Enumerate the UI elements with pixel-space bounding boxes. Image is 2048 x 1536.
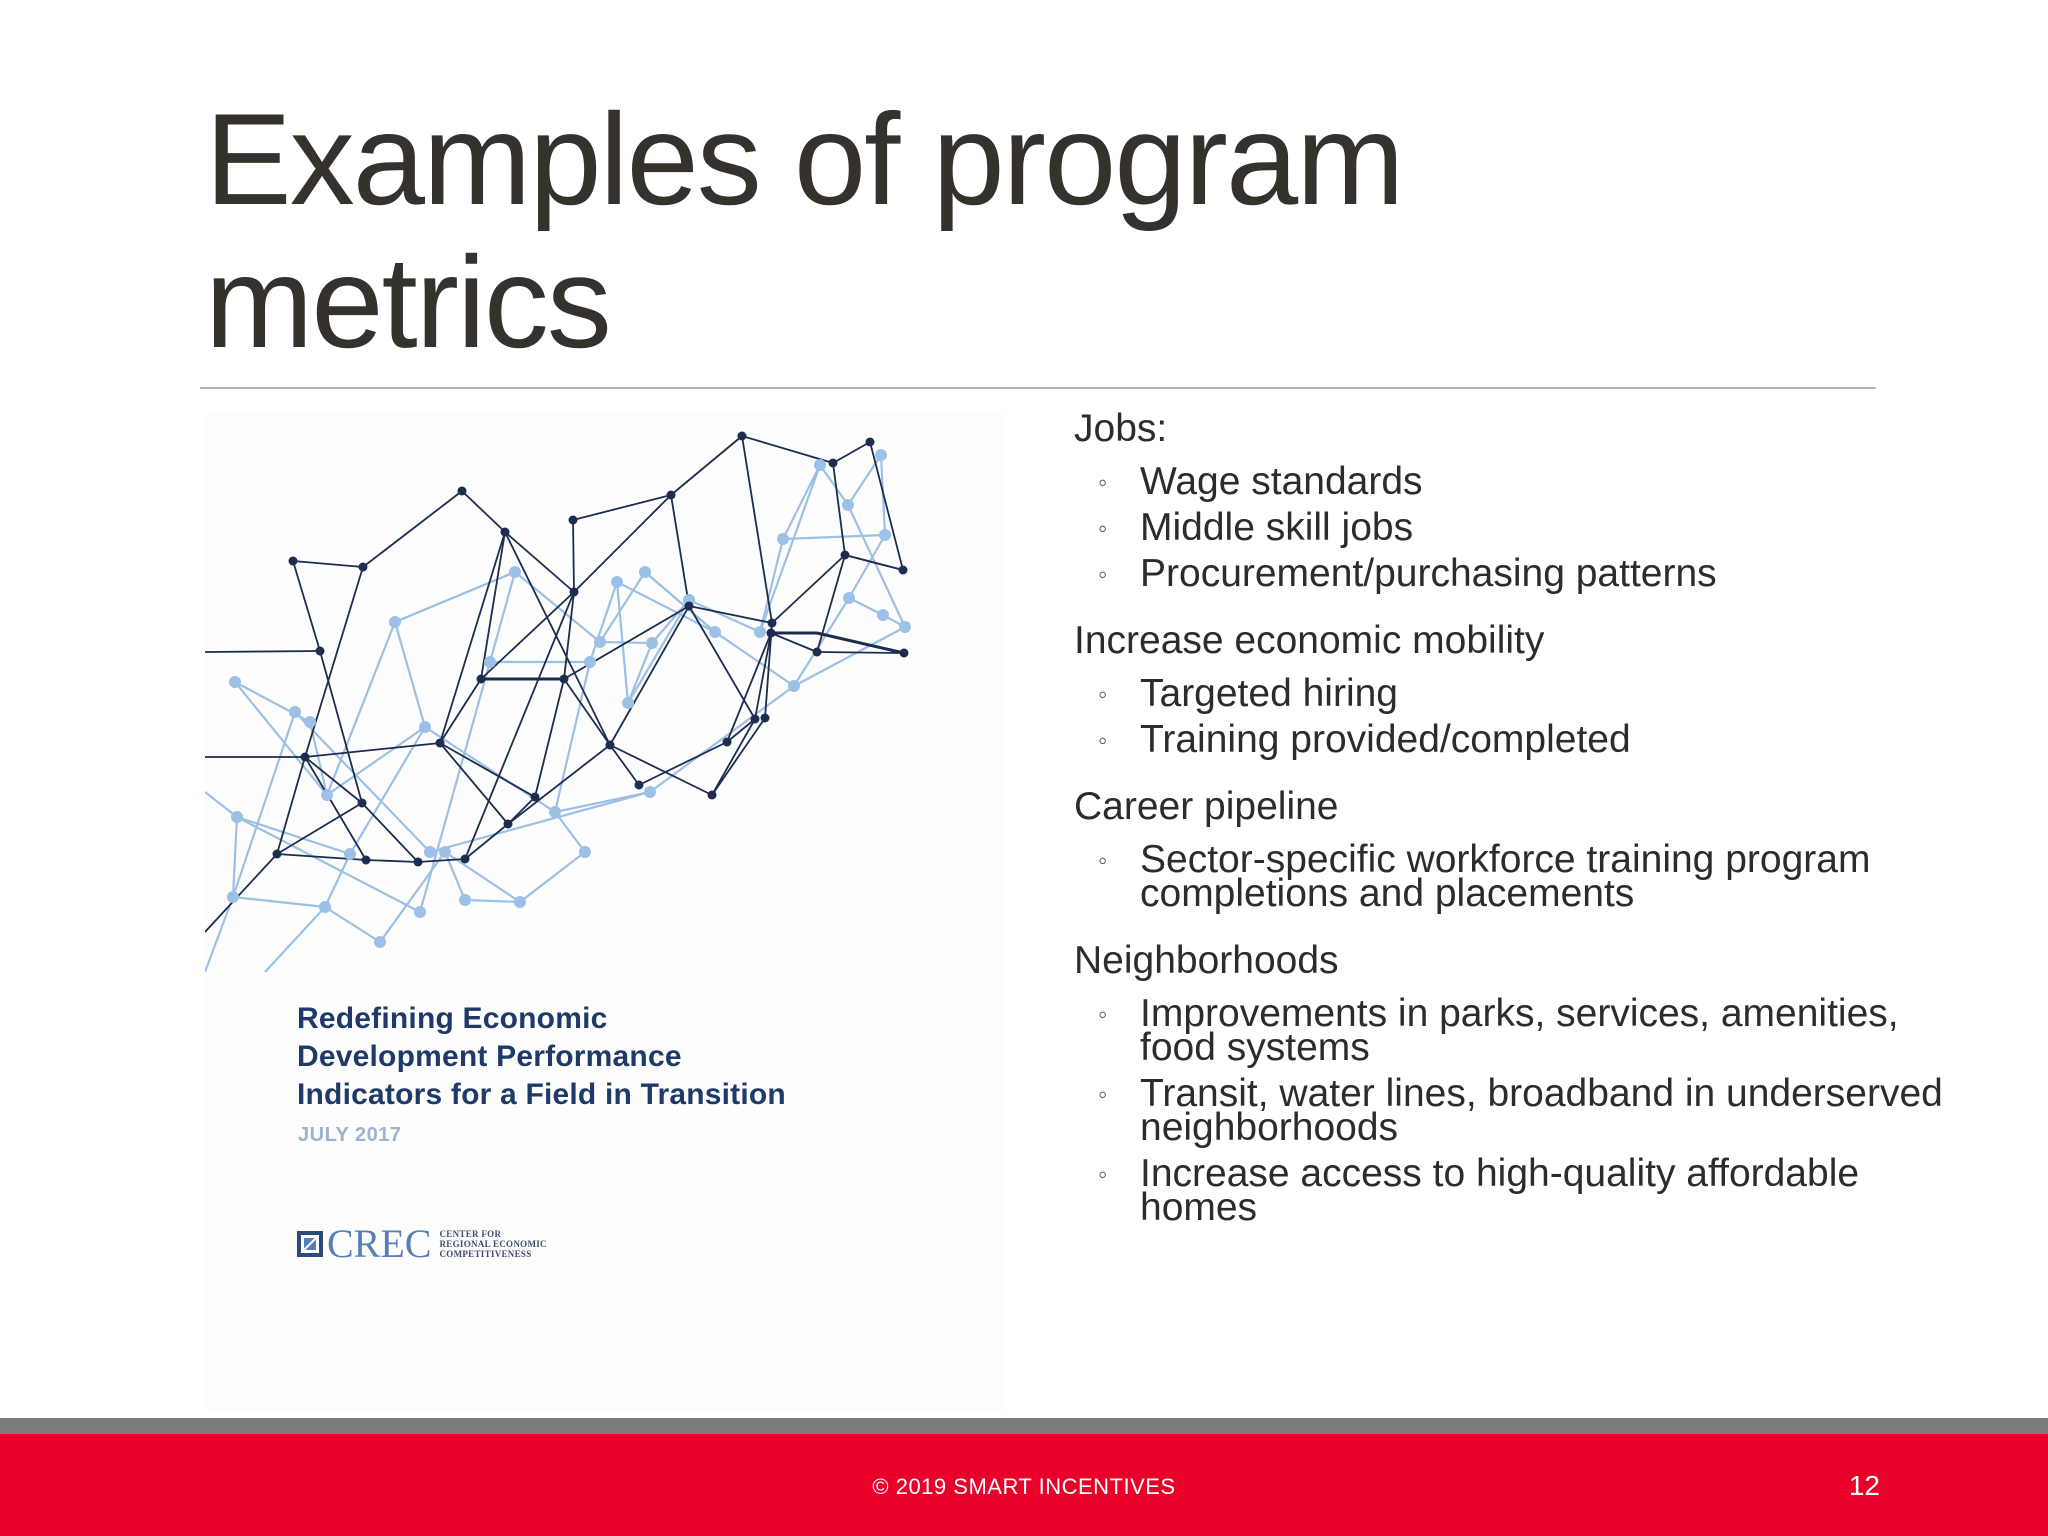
network-edge	[639, 742, 727, 785]
network-node	[531, 793, 540, 802]
network-edge	[440, 532, 505, 743]
network-edge	[508, 797, 535, 824]
list-item-text: Middle skill jobs	[1140, 506, 1414, 549]
network-node	[813, 648, 822, 657]
cover-date: JULY 2017	[298, 1124, 402, 1146]
network-edge	[848, 505, 905, 627]
cover-title-line-1: Redefining Economic	[297, 1002, 608, 1035]
network-node	[708, 791, 717, 800]
network-edge	[712, 718, 765, 795]
network-node	[424, 846, 436, 858]
network-node	[304, 716, 316, 728]
network-edge	[325, 907, 380, 942]
section-jobs	[1074, 405, 1944, 595]
network-edge	[320, 651, 362, 803]
network-node	[900, 649, 909, 658]
network-node	[777, 533, 789, 545]
bullet-icon: ◦	[1098, 513, 1108, 543]
network-node	[227, 891, 239, 903]
network-node	[461, 855, 470, 864]
network-node	[362, 856, 371, 865]
network-node	[754, 626, 766, 638]
network-node	[316, 647, 325, 656]
network-edge	[363, 491, 462, 567]
bullet-icon: ◦	[1098, 559, 1108, 589]
network-node	[484, 656, 496, 668]
slide-title-line-2: metrics	[205, 229, 610, 375]
network-edge	[564, 679, 610, 745]
network-edge	[440, 679, 481, 743]
network-node	[843, 592, 855, 604]
network-node	[501, 528, 510, 537]
section-heading: Career pipeline	[1074, 785, 1339, 828]
network-edge	[490, 572, 515, 662]
bullet-icon: ◦	[1098, 725, 1108, 755]
cover-title-line-2: Development Performance	[297, 1040, 682, 1073]
network-node	[289, 706, 301, 718]
list-item	[1074, 460, 1944, 503]
list-item-text: Sector-specific workforce training program completions and placements	[1140, 838, 1871, 915]
network-node	[509, 566, 521, 578]
network-edge	[535, 679, 564, 797]
network-edge	[205, 792, 237, 817]
network-node	[829, 459, 838, 468]
network-node	[594, 636, 606, 648]
network-node	[875, 449, 887, 461]
network-node	[273, 850, 282, 859]
report-cover-image	[205, 412, 1005, 1412]
network-edge	[671, 436, 742, 495]
network-node	[569, 516, 578, 525]
network-node	[709, 626, 721, 638]
network-node	[570, 588, 579, 597]
network-edge	[293, 561, 363, 567]
network-node	[477, 675, 486, 684]
network-edge	[783, 535, 885, 539]
network-edge	[205, 897, 233, 972]
network-edge	[481, 592, 574, 679]
network-node	[436, 739, 445, 748]
network-edge	[689, 600, 760, 632]
network-edge	[305, 743, 440, 757]
network-node	[768, 619, 777, 628]
network-node	[374, 936, 386, 948]
network-node	[899, 621, 911, 633]
network-edge	[610, 745, 712, 795]
network-node	[841, 551, 850, 560]
network-node	[419, 721, 431, 733]
network-node	[646, 637, 658, 649]
network-edge	[205, 854, 277, 932]
network-edge	[727, 633, 771, 742]
crec-logo	[297, 1221, 547, 1266]
network-edge	[327, 622, 395, 795]
network-edge	[794, 598, 849, 686]
network-edge	[233, 897, 325, 907]
network-edge	[610, 745, 639, 785]
network-node	[899, 566, 908, 575]
network-edge	[440, 743, 508, 824]
network-edge	[573, 495, 671, 520]
network-edge	[505, 532, 574, 592]
network-edge	[465, 592, 574, 859]
network-node	[877, 609, 889, 621]
network-node	[414, 858, 423, 867]
list-item-text: Increase access to high-quality affordable homes	[1140, 1152, 1860, 1229]
network-node	[344, 848, 356, 860]
network-node	[231, 811, 243, 823]
network-node	[504, 820, 513, 829]
bullet-icon: ◦	[1098, 845, 1108, 875]
network-node	[414, 906, 426, 918]
network-node	[866, 438, 875, 447]
bullet-icon: ◦	[1098, 467, 1108, 497]
page-number: 12	[1848, 1470, 1880, 1501]
network-edge	[574, 495, 671, 592]
network-node	[458, 487, 467, 496]
network-graphic	[205, 412, 925, 972]
section-neighborhoods	[1074, 937, 1944, 1229]
network-node	[358, 799, 367, 808]
network-edge	[652, 600, 689, 643]
cover-title	[297, 1000, 997, 1114]
network-node	[879, 529, 891, 541]
network-edge	[771, 633, 817, 652]
network-node	[584, 656, 596, 668]
network-node	[622, 697, 634, 709]
list-item	[1074, 838, 1944, 915]
network-edge	[794, 627, 905, 686]
network-edge	[205, 651, 320, 652]
network-edge	[671, 495, 689, 606]
network-edge	[265, 907, 325, 972]
network-node	[761, 714, 770, 723]
network-edge	[742, 436, 833, 463]
network-edge	[395, 622, 425, 727]
network-node	[319, 901, 331, 913]
list-item	[1074, 672, 1944, 715]
section-economic-mobility	[1074, 617, 1944, 761]
title-divider	[200, 387, 1876, 389]
network-edge	[555, 792, 650, 812]
network-edge	[845, 555, 903, 570]
network-node	[751, 715, 760, 724]
network-edge	[817, 652, 904, 653]
network-edge	[555, 812, 585, 852]
list-item-text: Training provided/completed	[1140, 718, 1631, 761]
bullet-icon: ◦	[1098, 1159, 1108, 1189]
network-edge	[564, 606, 689, 679]
list-item	[1074, 992, 1944, 1069]
crec-logo-subtitle	[439, 1229, 546, 1259]
network-edge	[293, 561, 320, 651]
network-edge	[555, 662, 590, 812]
network-node	[842, 499, 854, 511]
network-node	[738, 432, 747, 441]
network-node	[644, 786, 656, 798]
list-item-text: Transit, water lines, broadband in underserved neighborhoods	[1140, 1072, 1943, 1149]
network-node	[611, 576, 623, 588]
network-node	[549, 806, 561, 818]
crec-sub-line-3: COMPETITIVENESS	[439, 1249, 532, 1259]
network-edge	[689, 606, 755, 719]
section-career-pipeline	[1074, 783, 1944, 915]
network-node	[579, 846, 591, 858]
crec-sub-line-1: CENTER FOR	[439, 1229, 502, 1239]
list-item-text: Improvements in parks, services, amenities, food systems	[1140, 992, 1899, 1069]
network-edge	[366, 860, 418, 862]
crec-logo-icon	[297, 1231, 323, 1257]
crec-sub-line-2: REGIONAL ECONOMIC	[439, 1239, 547, 1249]
network-node	[560, 675, 569, 684]
network-node	[359, 563, 368, 572]
list-item-text: Procurement/purchasing patterns	[1140, 552, 1717, 595]
network-node	[301, 753, 310, 762]
list-item	[1074, 1152, 1944, 1229]
network-node	[459, 894, 471, 906]
network-node	[321, 789, 333, 801]
metrics-list	[1074, 405, 1944, 1251]
list-item-text: Wage standards	[1140, 460, 1423, 503]
network-node	[814, 459, 826, 471]
slide-title-line-1: Examples of program	[205, 86, 1403, 232]
network-edge	[573, 520, 574, 592]
section-heading: Jobs:	[1074, 407, 1168, 450]
list-item	[1074, 506, 1944, 549]
network-edge	[833, 463, 845, 555]
network-node	[667, 491, 676, 500]
network-node	[788, 680, 800, 692]
section-heading: Neighborhoods	[1074, 939, 1339, 982]
section-heading: Increase economic mobility	[1074, 619, 1545, 662]
bullet-icon: ◦	[1098, 1079, 1108, 1109]
network-edge	[742, 436, 772, 623]
network-node	[514, 896, 526, 908]
network-node	[229, 676, 241, 688]
list-item	[1074, 1072, 1944, 1149]
network-node	[389, 616, 401, 628]
network-edge	[462, 491, 505, 532]
network-edge	[783, 465, 820, 539]
list-item-text: Targeted hiring	[1140, 672, 1398, 715]
network-edge	[628, 600, 689, 703]
list-item	[1074, 718, 1944, 761]
bullet-icon: ◦	[1098, 999, 1108, 1029]
network-node	[685, 602, 694, 611]
list-item	[1074, 552, 1944, 595]
network-node	[723, 738, 732, 747]
network-edge	[325, 854, 350, 907]
network-edge	[715, 632, 794, 686]
footer-gray-bar	[0, 1418, 2048, 1434]
network-edge	[520, 852, 585, 902]
network-edge	[833, 442, 870, 463]
network-edge	[465, 900, 520, 902]
bullet-icon: ◦	[1098, 679, 1108, 709]
crec-logo-word: CREC	[327, 1221, 432, 1266]
cover-title-line-3: Indicators for a Field in Transition	[297, 1078, 786, 1111]
network-node	[639, 566, 651, 578]
network-node	[635, 781, 644, 790]
footer-copyright: © 2019 SMART INCENTIVES	[872, 1474, 1176, 1499]
network-node	[439, 846, 451, 858]
network-node	[289, 557, 298, 566]
slide-title	[205, 88, 1705, 374]
network-node	[606, 741, 615, 750]
network-node	[767, 629, 776, 638]
